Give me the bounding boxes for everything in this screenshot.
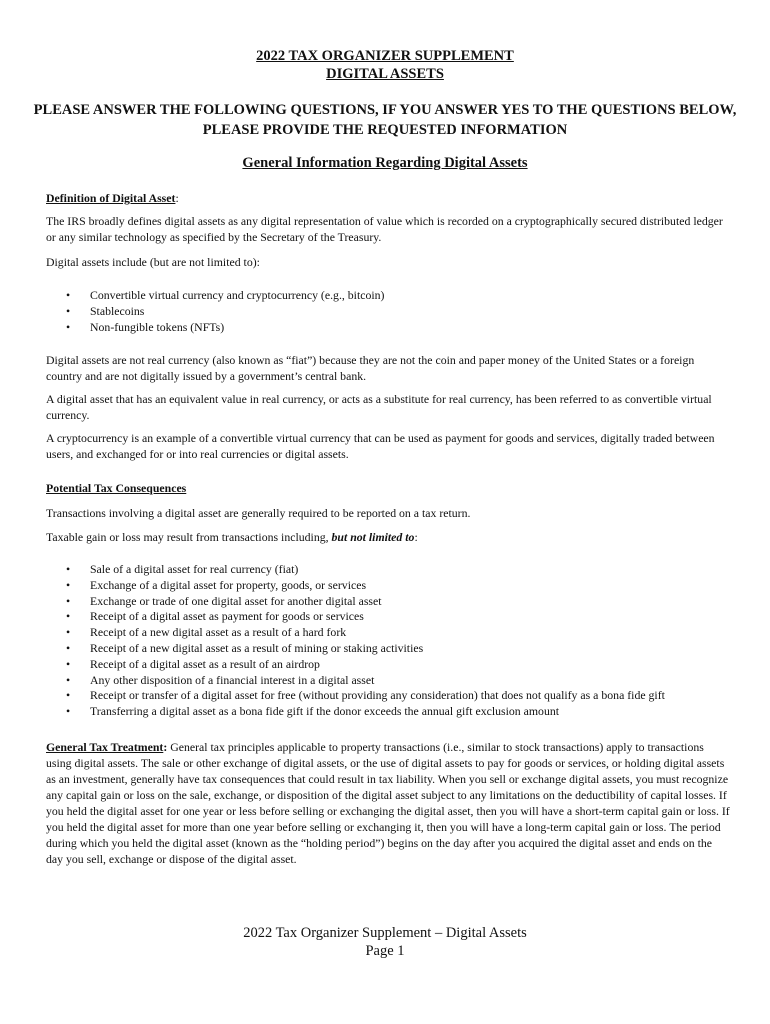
list-item: • Exchange of a digital asset for property, goods, or services — [66, 577, 367, 592]
list-item: • Receipt of a new digital asset as a result of mining or staking activities — [66, 640, 424, 655]
bullet-icon: • — [66, 625, 71, 640]
tax-treatment-text: General tax principles applicable to property transactions (i.e., similar to stock transactions) apply to transactions using digital assets. The sale or other exchange of digital assets, or the use of digital assets to pay for goods or services, or holding digital assets as an investment, generally have tax consequences that could result in tax liability. When you sell or exchange digital assets, you must recognize any capital gain or loss on the sale, exchange, or disposition of the digital asset subject to any limitations on the deductibility of capital losses. If you held the digital asset for one year or less before selling or exchanging the digital asset, then you will have a short-term capital gain or loss. If you held the digital asset for more than one year before selling or exchanging it, then you will have a long-term capital gain or loss. The period during which you held the digital asset (known as the “holding period”) begins on the day after you acquired the digital asset and ends on the day you sell, exchange or dispose of the digital asset. — [46, 740, 730, 866]
bullet-icon: • — [66, 656, 71, 671]
list-item: • Any other disposition of a financial interest in a digital asset — [66, 672, 375, 687]
definition-heading-line — [46, 190, 731, 206]
tax-treatment-heading: General Tax Treatment — [46, 740, 164, 754]
list-item: • Sale of a digital asset for real currency (fiat) — [66, 562, 299, 576]
transactions-paragraph: Transactions involving a digital asset are generally required to be reported on a tax return. — [46, 506, 471, 520]
tax-treatment-paragraph — [46, 739, 731, 867]
document-title: 2022 TAX ORGANIZER SUPPLEMENT — [256, 48, 514, 64]
list-item: • Receipt of a new digital asset as a result of a hard fork — [66, 625, 347, 640]
instruction-heading: PLEASE ANSWER THE FOLLOWING QUESTIONS, IF YOU ANSWER YES TO THE QUESTIONS BELOW, PLEASE PROVIDE THE REQUESTED INFORMATION — [33, 102, 737, 138]
bullet-icon: • — [66, 704, 71, 719]
list-item: • Stablecoins — [66, 303, 145, 318]
document-subtitle: DIGITAL ASSETS — [326, 66, 444, 82]
consequences-heading: Potential Tax Consequences — [46, 481, 187, 495]
bullet-icon: • — [66, 640, 71, 655]
bullet-icon: • — [66, 672, 71, 687]
list-item: • Exchange or trade of one digital asset for another digital asset — [66, 593, 382, 608]
bullet-icon: • — [66, 288, 71, 302]
general-info-heading: General Information Regarding Digital Assets — [242, 155, 528, 171]
cryptocurrency-paragraph: A cryptocurrency is an example of a convertible virtual currency that can be used as payment for goods and services, digitally traded between users, and exchanged for or into real currencies or digital assets. — [46, 431, 715, 461]
page-number: Page 1 — [365, 943, 405, 959]
definition-colon: : — [175, 191, 179, 205]
list-item: • Convertible virtual currency and cryptocurrency (e.g., bitcoin) — [66, 288, 385, 302]
bullet-icon: • — [66, 593, 71, 608]
list-item: • Non-fungible tokens (NFTs) — [66, 319, 225, 334]
convertible-paragraph: A digital asset that has an equivalent value in real currency, or acts as a substitute for real currency, has been referred to as convertible virtual currency. — [46, 392, 712, 422]
emphasis-text: but not limited to — [331, 530, 415, 544]
includes-paragraph: Digital assets include (but are not limited to): — [46, 255, 260, 269]
tax-treatment-colon: : — [163, 740, 168, 754]
list-item: • Receipt or transfer of a digital asset for free (without providing any consideration) that does not qualify as a bona fide gift — [66, 688, 665, 703]
definition-heading: Definition of Digital Asset — [46, 191, 176, 205]
includes-list — [46, 288, 731, 335]
bullet-icon: • — [66, 303, 71, 318]
bullet-icon: • — [66, 319, 71, 334]
fiat-paragraph: Digital assets are not real currency (also known as “fiat”) because they are not the coin and paper money of the United States or a foreign country and are not digitally issued by a government’s central bank. — [46, 353, 695, 383]
bullet-icon: • — [66, 688, 71, 703]
taxable-paragraph: Taxable gain or loss may result from transactions including, but not limited to: — [46, 530, 418, 544]
bullet-icon: • — [66, 562, 71, 576]
taxable-transactions-list — [46, 562, 736, 720]
list-item: • Receipt of a digital asset as payment for goods or services — [66, 609, 364, 624]
definition-paragraph: The IRS broadly defines digital assets as any digital representation of value which is recorded on a cryptographically secured distributed ledger or any similar technology as specified by the Secretary of the Treasury. — [46, 214, 723, 244]
consequences-heading-line — [46, 480, 731, 496]
list-item: • Receipt of a digital asset as a result of an airdrop — [66, 656, 320, 671]
bullet-icon: • — [66, 577, 71, 592]
bullet-icon: • — [66, 609, 71, 624]
list-item: • Transferring a digital asset as a bona fide gift if the donor exceeds the annual gift exclusion amount — [66, 704, 560, 719]
footer-title: 2022 Tax Organizer Supplement – Digital Assets — [243, 925, 527, 941]
